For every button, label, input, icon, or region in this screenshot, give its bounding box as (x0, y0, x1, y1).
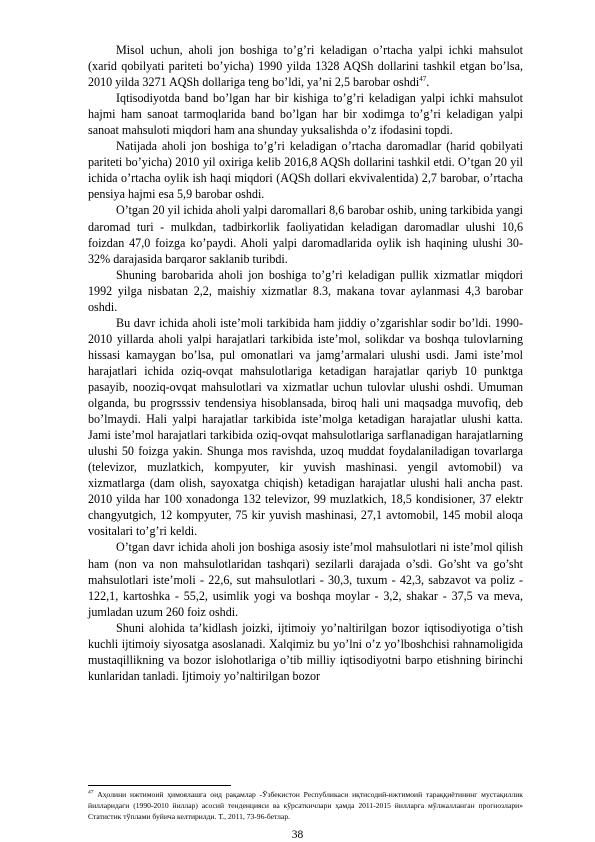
paragraph-1 (88, 42, 523, 90)
footnote-text: Аҳолини ижтимоий ҳимоялашга оид рақамлар -Ўзбекистон Республикаси иқтисодий-ижтимоий тараққиётининг мустақиллик йилларидаги (1990-2010 йиллар) асосий тенденцияси ва кўрсаткичлари ҳамда 2011-2015 йилларга мўлжалланган прогнозлари» Статистик тўплами буйича келтирилди. Т., 2011, 73-96-бетлар. (88, 790, 523, 822)
period: . (426, 75, 430, 90)
footnote-divider (88, 785, 231, 786)
paragraph-8: Shuni alohida ta’kidlash joizki, ijtimoiy yo’naltirilgan bozor iqtisodiyotiga o’tish kuchli ijtimoiy siyosatga asoslanadi. Xalqimiz bu yo’lni o’z yo’lboshchisi rahnamoligida mustaqillikning va bozor islohotlariga o’tib milliy iqtisodiyotni barpo etishning birinchi kunlaridan tanladi. Ijtimoiy yo’naltirilgan bozor (88, 620, 523, 683)
footnote-number: 47 (88, 789, 94, 796)
paragraph-4: O’tgan 20 yil ichida aholi yalpi daromallari 8,6 barobar oshib, uning tarkibida yangi daromad turi - mulkdan, tadbirkorlik faoliyatidan keladigan daromadlar ulushi 10,6 foizdan 47,0 foizga ko’paydi. Aholi yalpi daromadlarida oylik ish haqining ulushi 30-32% darajasida barqaror saklanib turibdi. (88, 203, 523, 266)
paragraph-1-text: Misol uchun, aholi jon boshiga to’g’ri keladigan o’rtacha yalpi ichki mahsulot (xarid qobilyati pariteti bo’yicha) 1990 yilda 1328 AQSh dollarini tashkil etgan bo’lsa, 2010 yilda 3271 AQSh dollariga teng bo’ldi, ya’ni 2,5 barobar oshdi (88, 43, 523, 90)
paragraph-7: O’tgan davr ichida aholi jon boshiga asosiy iste’mol mahsulotlari ni iste’mol qilish ham (non va non mahsulotlaridan tashqari) sezilarli darajada o’sdi. Go’sht va go’sht mahsulotlari iste’moli - 22,6, sut mahsulotlari - 30,3, tuxum - 42,3, sabzavot va poliz - 122,1, kartoshka - 55,2, usimlik yogi va boshqa moylar - 3,2, shakar - 37,5 va meva, jumladan uzum 260 foiz oshdi. (88, 540, 523, 619)
footnote-reference[interactable]: 47 (419, 75, 427, 84)
document-body (88, 42, 523, 684)
paragraph-5: Shuning barobarida aholi jon boshiga to’g’ri keladigan pullik xizmatlar miqdori 1992 yilga nisbatan 2,2, maishiy xizmatlar 8.3, makana tovar aylanmasi 4,3 barobar oshdi. (88, 267, 523, 314)
page-number: 38 (291, 829, 304, 841)
paragraph-2: Iqtisodiyotda band bo’lgan har bir kishiga to’g’ri keladigan yalpi ichki mahsulot hajmi ham sanoat tarmoqlarida band bo’lgan har bir xodimga to’g’ri keladigan yalpi sanoat mahsuloti miqdori ham ana shunday yuksalishda o’z ifodasini topdi. (88, 91, 523, 138)
footnote (88, 789, 523, 823)
paragraph-6: Bu davr ichida aholi iste’moli tarkibida ham jiddiy o’zgarishlar sodir bo’ldi. 1990-2010 yillarda aholi yalpi harajatlari tarkibida iste’mol, solikdar va boshqa tulovlarning hissasi kamaygan bo’lsa, pul omonatlari va jamg’armalari ulushi usdi. Jami iste’mol harajatlari ichida oziq-ovqat mahsulotlariga ketadigan harajatlar qariyb 10 punktga pasayib, nooziq-ovqat mahsulotlari va xizmatlar uchun tulovlar ulushi oshdi. Umuman olganda, bu progrsssiv tendensiya hisoblansada, biroq hali uni maqsadga muvofiq, deb bo’lmaydi. Hali yalpi harajatlar tarkibida iste’molga ketadigan harajatlar ulushi katta. Jami iste’mol harajatlari tarkibida oziq-ovqat mahsulotlariga sarflanadigan harajatlarning ulushi 50 foizga yakin. Shunga mos ravishda, uzoq muddat foydalaniladigan tovarlarga (televizor, muzlatkich, kompyuter, kir yuvish mashinasi. yengil avtomobil) va xizmatlarga (dam olish, sayoxatga chiqish) ketadigan harajatlar ulushi hali ancha past. 2010 yilda har 100 xonadonga 132 televizor, 99 muzlatkich, 18,5 kondisioner, 37 elektr changyutgich, 12 kompyuter, 75 kir yuvish mashinasi, 27,1 avtomobil, 145 mobil aloqa vositalari to’g’ri keldi. (88, 315, 523, 539)
paragraph-3: Natijada aholi jon boshiga to’g’ri keladigan o’rtacha daromadlar (harid qobilyati pariteti bo’yicha) 2010 yil oxiriga kelib 2016,8 AQSh dollarini tashkil etdi. O’tgan 20 yil ichida o’rtacha oylik ish haqi miqdori (AQSh dollari ekvivalentida) 2,7 barobar, o’rtacha pensiya hajmi esa 5,9 barobar oshdi. (88, 139, 523, 202)
